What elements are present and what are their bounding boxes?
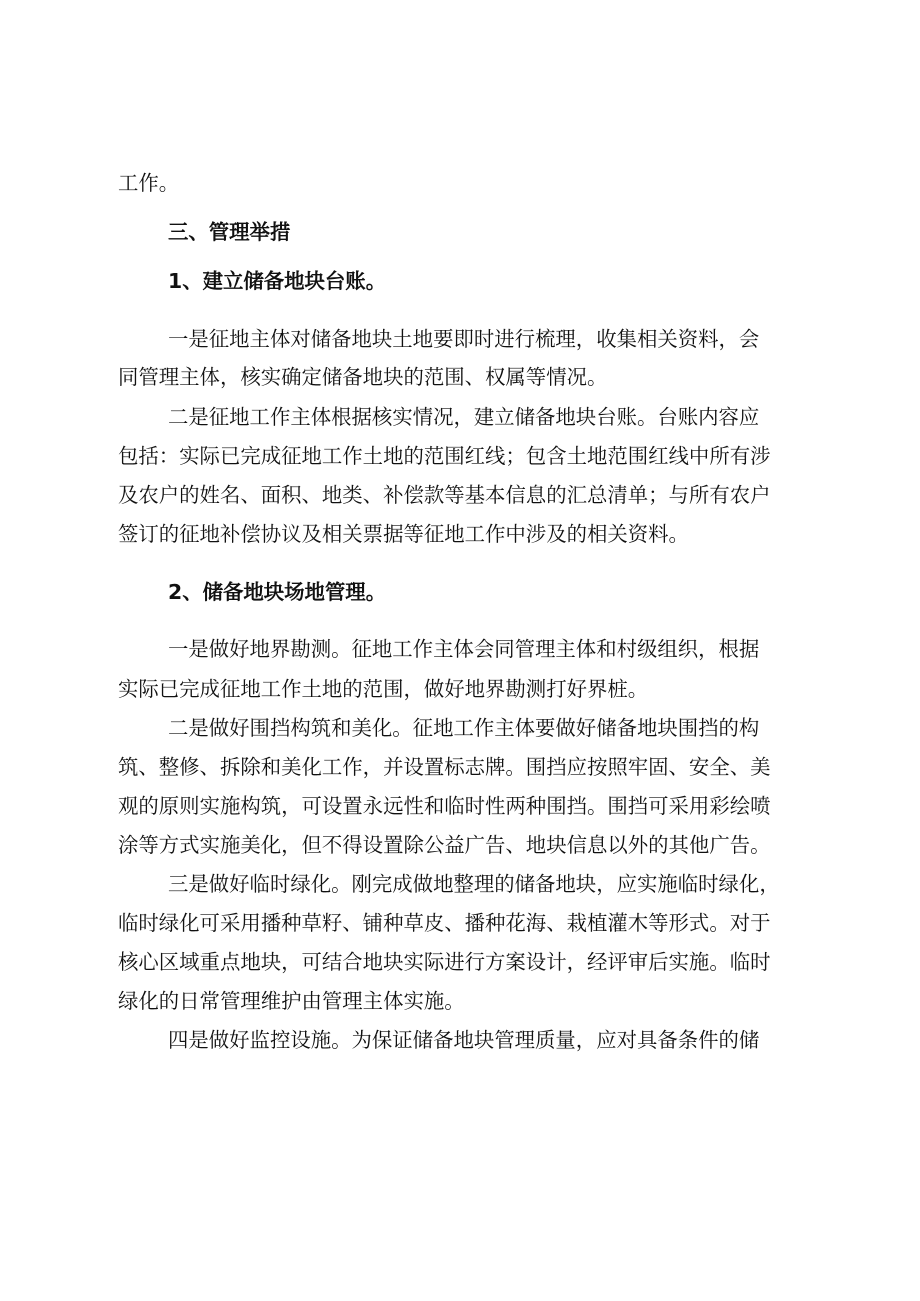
section-heading: 三、管理举措 — [168, 220, 291, 244]
paragraph-line: 临时绿化可采用播种草籽、铺种草皮、播种花海、栽植灌木等形式。对于 — [118, 911, 771, 935]
paragraph-line: 四是做好监控设施。为保证储备地块管理质量，应对具备条件的储 — [168, 1028, 760, 1052]
paragraph-line: 一是征地主体对储备地块土地要即时进行梳理，收集相关资料，会 — [168, 327, 760, 351]
paragraph-line: 签订的征地补偿协议及相关票据等征地工作中涉及的相关资料。 — [118, 522, 689, 546]
paragraph-line: 实际已完成征地工作土地的范围，做好地界勘测打好界桩。 — [118, 677, 649, 701]
paragraph-line: 涂等方式实施美化，但不得设置除公益广告、地块信息以外的其他广告。 — [118, 833, 771, 857]
paragraph-line: 及农户的姓名、面积、地类、补偿款等基本信息的汇总清单；与所有农户 — [118, 483, 771, 507]
paragraph-line: 包括：实际已完成征地工作土地的范围红线；包含土地范围红线中所有涉 — [118, 444, 771, 468]
paragraph-line: 一是做好地界勘测。征地工作主体会同管理主体和村级组织，根据 — [168, 637, 760, 661]
continuation-text: 工作。 — [118, 171, 180, 195]
paragraph-line: 观的原则实施构筑，可设置永远性和临时性两种围挡。围挡可采用彩绘喷 — [118, 794, 771, 818]
paragraph-line: 二是做好围挡构筑和美化。征地工作主体要做好储备地块围挡的构 — [168, 716, 760, 740]
paragraph-line: 三是做好临时绿化。刚完成做地整理的储备地块，应实施临时绿化， — [168, 872, 780, 896]
paragraph-line: 同管理主体，核实确定储备地块的范围、权属等情况。 — [118, 365, 608, 389]
paragraph-line: 二是征地工作主体根据核实情况，建立储备地块台账。台账内容应 — [168, 405, 760, 429]
paragraph-line: 绿化的日常管理维护由管理主体实施。 — [118, 989, 465, 1013]
subsection-title: 2、储备地块场地管理。 — [168, 580, 387, 604]
subsection-title: 1、建立储备地块台账。 — [168, 269, 387, 293]
paragraph-line: 核心区域重点地块，可结合地块实际进行方案设计，经评审后实施。临时 — [118, 950, 771, 974]
paragraph-line: 筑、整修、拆除和美化工作，并设置标志牌。围挡应按照牢固、安全、美 — [118, 755, 771, 779]
